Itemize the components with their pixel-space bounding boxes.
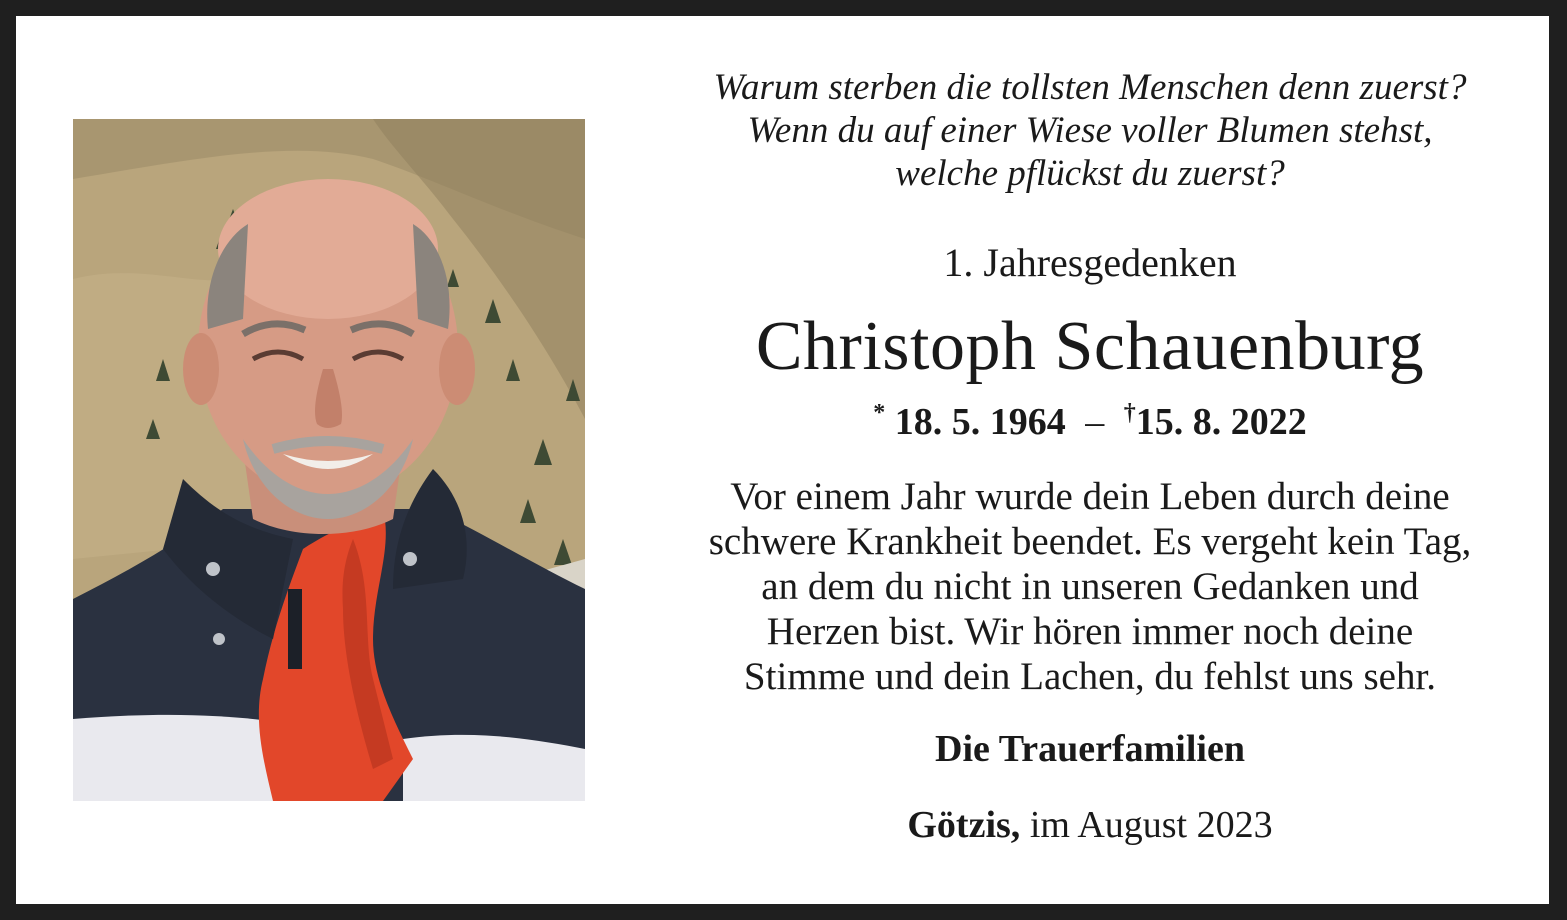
message-line: Herzen bist. Wir hören immer noch deine	[766, 610, 1414, 653]
quote-line: Wenn du auf einer Wiese voller Blumen stehst,	[747, 110, 1433, 151]
message-line: Stimme und dein Lachen, du fehlst uns sehr.	[743, 655, 1437, 698]
birth-date: 18. 5. 1964	[894, 401, 1066, 443]
deceased-name: Christoph Schauenburg	[755, 308, 1425, 385]
date-separator: –	[1085, 401, 1105, 443]
obituary-text	[640, 66, 1540, 847]
message-line: schwere Krankheit beendet. Es vergeht kein Tag,	[708, 520, 1472, 563]
memorial-quote	[640, 66, 1540, 195]
life-dates	[640, 391, 1540, 444]
death-symbol: †	[1123, 400, 1136, 426]
quote-line: welche pflückst du zuerst?	[895, 153, 1285, 194]
message-line: an dem du nicht in unseren Gedanken und	[761, 565, 1419, 608]
portrait-illustration	[73, 119, 585, 801]
family-signature: Die Trauerfamilien	[935, 728, 1245, 770]
memorial-message	[640, 474, 1540, 699]
place-and-date	[640, 803, 1540, 847]
portrait-photo	[73, 119, 585, 801]
death-date: 15. 8. 2022	[1135, 401, 1307, 443]
month-date: im August 2023	[1029, 804, 1273, 846]
message-line: Vor einem Jahr wurde dein Leben durch deine	[730, 475, 1450, 518]
quote-line: Warum sterben die tollsten Menschen denn zuerst?	[713, 67, 1467, 108]
town: Götzis,	[907, 804, 1021, 846]
birth-symbol: *	[873, 400, 886, 426]
anniversary-heading: 1. Jahresgedenken	[943, 240, 1237, 285]
